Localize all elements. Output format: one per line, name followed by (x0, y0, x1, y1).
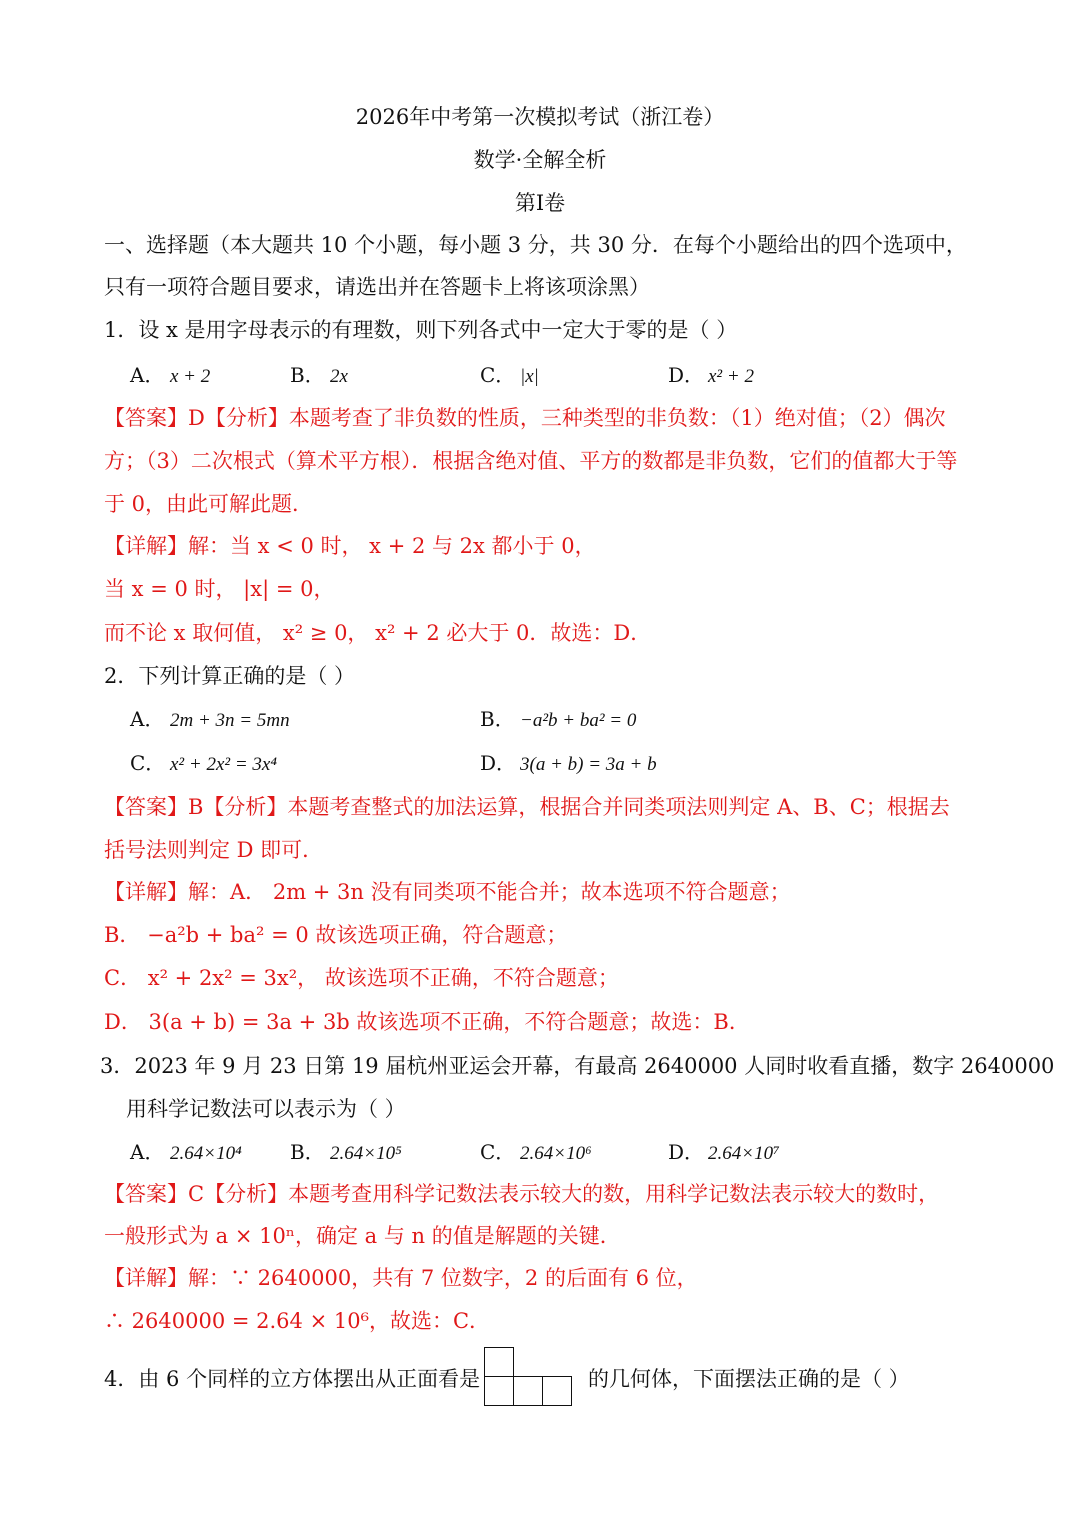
option-expr: 2x (330, 366, 348, 387)
option-label: A． (130, 363, 165, 387)
q2-option-a (130, 704, 290, 736)
q1-stem: 1．设 x 是用字母表示的有理数，则下列各式中一定大于零的是（ ） (104, 318, 738, 342)
q3-option-d (668, 1137, 780, 1169)
q2-detail-line3: C． x² + 2x² = 3x²， 故该选项不正确，不符合题意； (104, 966, 619, 990)
volume-heading: 第Ⅰ卷 (514, 191, 566, 215)
option-label: B． (290, 363, 325, 387)
option-expr: 3(a + b) = 3a + b (520, 754, 657, 775)
q2-answer-line1: 【答案】B【分析】本题考查整式的加法运算，根据合并同类项法则判定 A、B、C；根据去 (104, 795, 950, 819)
option-label: A． (130, 1140, 165, 1164)
front-view-figure (484, 1347, 576, 1409)
q1-option-b (290, 360, 348, 392)
option-label: D． (668, 1140, 705, 1164)
option-expr: x² + 2x² = 3x⁴ (170, 754, 277, 775)
section-instructions-line1: 一、选择题（本大题共 10 个小题，每小题 3 分，共 30 分．在每个小题给出的四个选项中， (104, 233, 967, 257)
option-expr: x² + 2 (708, 366, 754, 387)
q3-stem-line2: 用科学记数法可以表示为（ ） (126, 1097, 406, 1121)
q2-stem: 2．下列计算正确的是（ ） (104, 664, 356, 688)
option-label: B． (290, 1140, 325, 1164)
q2-option-c (130, 748, 277, 780)
q1-option-a (130, 360, 210, 392)
option-expr: |x| (520, 366, 539, 387)
q4-stem-after: 的几何体，下面摆法正确的是（ ） (588, 1367, 910, 1391)
q2-detail-line1: 【详解】解：A． 2m + 3n 没有同类项不能合并；故本选项不符合题意； (104, 880, 791, 904)
option-label: C． (130, 751, 166, 775)
option-label: B． (480, 707, 515, 731)
q3-option-a (130, 1137, 242, 1169)
q2-detail-line4: D． 3(a + b) = 3a + 3b 故该选项不正确，不符合题意；故选：B． (104, 1010, 750, 1034)
q3-option-b (290, 1137, 402, 1169)
q2-option-d (480, 748, 657, 780)
page-title: 2026年中考第一次模拟考试（浙江卷） (355, 105, 725, 129)
q3-answer-line2: 一般形式为 a × 10ⁿ，确定 a 与 n 的值是解题的关键． (104, 1224, 621, 1248)
q4-stem-before: 4．由 6 个同样的立方体摆出从正面看是 (104, 1367, 481, 1391)
q3-answer-line1: 【答案】C【分析】本题考查用科学记数法表示较大的数，用科学记数法表示较大的数时， (104, 1182, 940, 1206)
option-expr: 2.64×10⁵ (330, 1143, 402, 1164)
q3-detail-line2: ∴ 2640000 = 2.64 × 10⁶，故选：C． (104, 1309, 491, 1333)
q1-detail-line1: 【详解】解：当 x < 0 时， x + 2 与 2x 都小于 0， (104, 534, 596, 558)
q2-option-b (480, 704, 636, 736)
option-expr: 2.64×10⁷ (708, 1143, 780, 1164)
option-expr: 2.64×10⁶ (520, 1143, 592, 1164)
option-expr: x + 2 (170, 366, 211, 387)
q1-detail-line3: 而不论 x 取何值， x² ≥ 0， x² + 2 必大于 0．故选：D． (104, 621, 652, 645)
q1-option-d (668, 360, 754, 392)
section-instructions-line2: 只有一项符合题目要求，请选出并在答题卡上将该项涂黑） (104, 275, 650, 299)
q2-detail-line2: B． −a²b + ba² = 0 故该选项正确，符合题意； (104, 923, 568, 947)
cube-bottom-2 (513, 1376, 543, 1406)
option-expr: 2m + 3n = 5mn (170, 710, 290, 731)
cube-bottom-3 (542, 1376, 572, 1406)
page-subtitle: 数学·全解全析 (473, 148, 607, 172)
q3-option-c (480, 1137, 592, 1169)
option-label: D． (480, 751, 517, 775)
q1-answer-line1: 【答案】D【分析】本题考查了非负数的性质，三种类型的非负数：（1）绝对值；（2）偶次 (104, 406, 946, 430)
q1-answer-line2: 方；（3）二次根式（算术平方根）．根据含绝对值、平方的数都是非负数，它们的值都大于等 (104, 449, 958, 473)
q3-stem-line1: 3．2023 年 9 月 23 日第 19 届杭州亚运会开幕，有最高 2640000 人同时收看直播，数字 2640000 (100, 1054, 1055, 1078)
cube-bottom-1 (484, 1376, 514, 1406)
q1-option-c (480, 360, 539, 392)
q3-detail-line1: 【详解】解：∵ 2640000，共有 7 位数字，2 的后面有 6 位， (104, 1266, 698, 1290)
option-expr: −a²b + ba² = 0 (520, 710, 637, 731)
cube-top (484, 1347, 514, 1377)
option-label: C． (480, 363, 516, 387)
option-label: C． (480, 1140, 516, 1164)
q1-detail-line2: 当 x = 0 时， |x| = 0， (104, 577, 335, 601)
option-label: D． (668, 363, 705, 387)
q1-answer-line3: 于 0，由此可解此题． (104, 492, 314, 516)
option-label: A． (130, 707, 165, 731)
q2-answer-line2: 括号法则判定 D 即可． (104, 838, 324, 862)
option-expr: 2.64×10⁴ (170, 1143, 242, 1164)
